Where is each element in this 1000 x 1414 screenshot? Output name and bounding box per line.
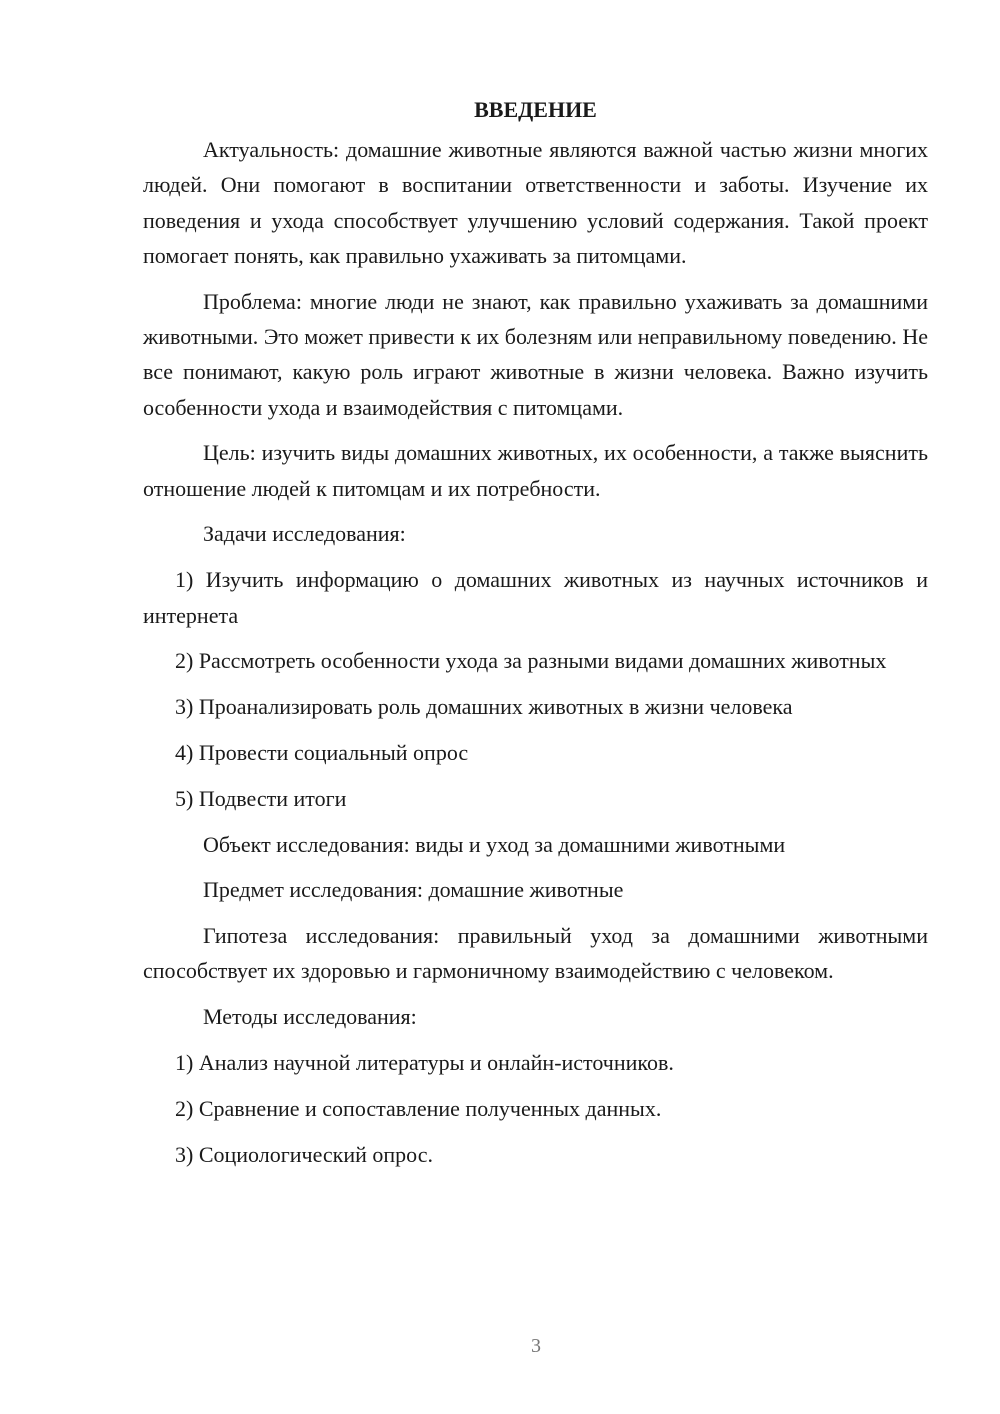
paragraph-goal: Цель: изучить виды домашних животных, их особенности, а также выяснить отношение людей к питомцам и их потребности. xyxy=(143,440,928,501)
task-item: 1) Изучить информацию о домашних животных из научных источников и интернета xyxy=(143,567,928,628)
paragraph-relevance: Актуальность: домашние животные являются важной частью жизни многих людей. Они помогают в воспитании ответственности и заботы. Изучение их поведения и ухода способствует улучшению условий содержания. Такой проект помогает понять, как правильно ухаживать за питомцами. xyxy=(143,137,928,268)
page-content xyxy=(143,94,928,1182)
page-title: ВВЕДЕНИЕ xyxy=(474,97,597,122)
method-item: 3) Социологический опрос. xyxy=(175,1141,433,1167)
task-item: 5) Подвести итоги xyxy=(175,785,347,811)
page-number: 3 xyxy=(531,1335,541,1357)
paragraph-object: Объект исследования: виды и уход за домашними животными xyxy=(203,831,786,857)
paragraph-problem: Проблема: многие люди не знают, как правильно ухаживать за домашними животными. Это может привести к их болезням или неправильному поведению. Не все понимают, какую роль играют животные в жизни человека. Важно изучить особенности ухода и взаимодействия с питомцами. xyxy=(143,288,928,420)
paragraph-hypothesis: Гипотеза исследования: правильный уход за домашними животными способствует их здоровью и гармоничному взаимодействию с человеком. xyxy=(143,923,928,984)
method-item: 1) Анализ научной литературы и онлайн-источников. xyxy=(175,1050,674,1076)
paragraph-subject: Предмет исследования: домашние животные xyxy=(203,877,624,903)
task-item: 3) Проанализировать роль домашних животных в жизни человека xyxy=(175,694,793,720)
task-item: 2) Рассмотреть особенности ухода за разными видами домашних животных xyxy=(175,648,887,674)
tasks-heading: Задачи исследования: xyxy=(203,521,406,547)
methods-heading: Методы исследования: xyxy=(203,1004,417,1030)
task-item: 4) Провести социальный опрос xyxy=(175,739,469,765)
method-item: 2) Сравнение и сопоставление полученных данных. xyxy=(175,1095,662,1121)
